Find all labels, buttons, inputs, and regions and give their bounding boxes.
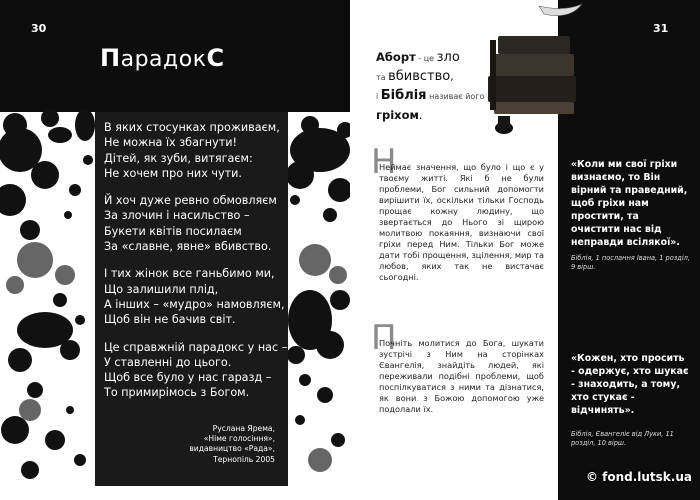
scripture-quote: «Кожен, хто просить - одержує, хто шукає - знаходить, а тому, хто стукає - відчинять». [571,353,689,416]
title-initial: П [100,44,121,72]
poem-line: Й хоч дуже ревно обмовляєм [104,194,277,208]
headline-word: - це [415,54,437,63]
poem-line: То примирімось з Богом. [104,386,250,400]
drop-cap: П [371,318,397,358]
poem-line: Щоб він не бачив світ. [104,313,236,327]
poem-line: А інших – «мудро» намовляєм, [104,297,285,311]
page-title [100,44,225,72]
headline-word: , [450,71,454,83]
quote-source: Біблія, Євангеліє від Луки, 11 розділ, 10 вірш. [571,430,674,447]
page-number-left: 30 [31,22,47,35]
headline-word: вбивство [388,69,451,84]
headline-word: та [376,73,389,82]
poem-line: Не хочем про них чути. [104,166,242,180]
scripture-quote: «Коли ми свої гріхи визнаємо, то Він вірний та праведний, щоб гріхи нам простити, та очистити нас від неправди всілякої». [571,159,688,248]
headline-word: зло [436,50,460,65]
poem-line: Не можна їх збагнути! [104,136,238,150]
body-paragraph: Неймає значення, що було і що є у твоєму житті. Які б не були проблеми, Бог сильний допомогти вирішити їх, оскільки тільки Господь прощає кожну людину, що звертається до Нього зі щирою молитвою покаяння, визнаючи свої гріхи перед Ним. Тільки Бог може дати тобі прощення, зцілення, мир та любов, яких так не вистачає сьогодні. [379,162,544,282]
title-final: С [206,44,225,72]
poem-line: За «славне, явне» вбивство. [104,240,272,254]
poem-line: В яких стосунках проживаєм, [104,121,280,134]
quote-source: Біблія, 1 послання Івана, 1 розділ, 9 вірш. [571,254,690,271]
poem-stanza [104,266,294,327]
poem-line: Букети квітів посилаєм [104,224,242,238]
poem-line: І тих жінок все ганьбимо ми, [104,267,275,281]
poem-line: У ставленні до цього. [104,355,232,369]
poem-line: Дітей, як зуби, витягаєм: [104,151,253,165]
headline-word: називає його [426,92,485,101]
poem-stanza [104,193,294,254]
right-page [350,0,700,500]
credit-work: «Німе голосіння», [203,434,275,444]
headline-word: . [418,110,423,122]
headline-word: Аборт [376,50,416,64]
poem-line: Що залишили плід, [104,282,219,296]
poem-line: За злочин і насильство – [104,209,250,223]
poem [104,120,294,413]
headline [376,48,501,125]
poem-line: Щоб все було у нас гаразд – [104,371,272,385]
headline-word: і [376,92,381,101]
drop-cap: Н [371,142,397,182]
credit-author: Руслана Ярема, [212,424,275,433]
page-number-right: 31 [653,22,669,35]
poem-credit [170,424,275,465]
body-paragraph: Почніть молитися до Бога, шукати зустрічі з Ним на сторінках Євангелія, знайдіть людей, які переживали подібні проблеми, щоб поспілкуватися з ними та дізнатися, як вони з Божою допомогою уже подолали їх. [379,338,544,414]
watermark: © fond.lutsk.ua [585,470,692,484]
poem-stanza [104,340,294,401]
credit-publisher: видавництво «Рада», [189,444,275,454]
credit-place-year: Тернопіль 2005 [213,454,275,464]
poem-line: Це справжній парадокс у нас – [104,340,288,354]
title-middle: арадок [120,47,207,72]
headline-word: гріхом [376,108,419,122]
headline-word: Біблія [380,88,427,103]
poem-stanza [104,120,294,181]
